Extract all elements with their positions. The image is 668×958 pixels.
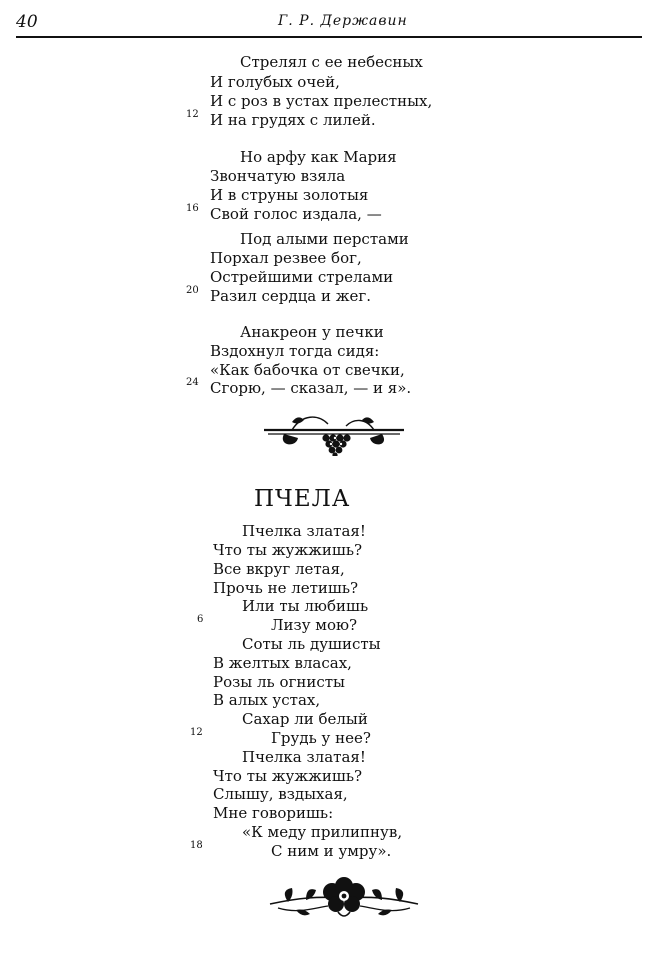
verse-line: Прочь не летишь?: [213, 579, 359, 597]
poem-title: ПЧЕЛА: [254, 486, 351, 512]
verse-line: Анакреон у печки: [240, 323, 384, 341]
flower-ornament-icon: [268, 876, 420, 920]
line-number: 6: [197, 614, 204, 625]
verse-line: Разил сердца и жег.: [210, 287, 372, 305]
line-number: 12: [186, 109, 199, 120]
verse-line: И голубых очей,: [210, 73, 340, 91]
verse-line: Или ты любишь: [242, 597, 369, 615]
verse-line: С ним и умру».: [271, 842, 392, 860]
line-number: 12: [190, 727, 203, 738]
verse-line: Под алыми перстами: [240, 230, 409, 248]
verse-line: Пчелка златая!: [242, 522, 366, 540]
verse-line: Но арфу как Мария: [240, 148, 397, 166]
verse-line: Сахар ли белый: [242, 710, 368, 728]
verse-line: Лизу мою?: [271, 616, 358, 634]
grape-vine-ornament-icon: [262, 410, 406, 456]
verse-line: Что ты жужжишь?: [213, 541, 363, 559]
verse-line: Пчелка златая!: [242, 748, 366, 766]
verse-line: «К меду прилипнув,: [242, 823, 403, 841]
verse-line: И с роз в устах прелестных,: [210, 92, 433, 110]
verse-line: Свой голос издала, —: [210, 205, 382, 223]
verse-line: Слышу, вздыхая,: [213, 785, 348, 803]
verse-line: Острейшими стрелами: [210, 268, 394, 286]
verse-line: И на грудях с лилей.: [210, 111, 376, 129]
verse-line: Соты ль душисты: [242, 635, 381, 653]
verse-line: Грудь у нее?: [271, 729, 371, 747]
verse-line: Стрелял с ее небесных: [240, 53, 423, 71]
verse-line: Сгорю, — сказал, — и я».: [210, 379, 412, 397]
header-rule: [16, 36, 642, 38]
line-number: 20: [186, 285, 199, 296]
verse-line: Розы ль огнисты: [213, 673, 345, 691]
verse-line: Мне говоришь:: [213, 804, 334, 822]
verse-line: Звончатую взяла: [210, 167, 346, 185]
verse-line: В желтых власах,: [213, 654, 352, 672]
line-number: 24: [186, 377, 199, 388]
running-head: Г. Р. Державин: [278, 13, 408, 29]
line-number: 18: [190, 840, 203, 851]
page-header: [0, 0, 668, 44]
verse-line: Что ты жужжишь?: [213, 767, 363, 785]
line-number: 16: [186, 203, 199, 214]
page-number: 40: [16, 12, 38, 32]
verse-line: «Как бабочка от свечки,: [210, 361, 405, 379]
verse-line: Порхал резвее бог,: [210, 249, 362, 267]
verse-line: Вздохнул тогда сидя:: [210, 342, 380, 360]
verse-line: Все вкруг летая,: [213, 560, 345, 578]
verse-line: И в струны золотыя: [210, 186, 369, 204]
verse-line: В алых устах,: [213, 691, 321, 709]
